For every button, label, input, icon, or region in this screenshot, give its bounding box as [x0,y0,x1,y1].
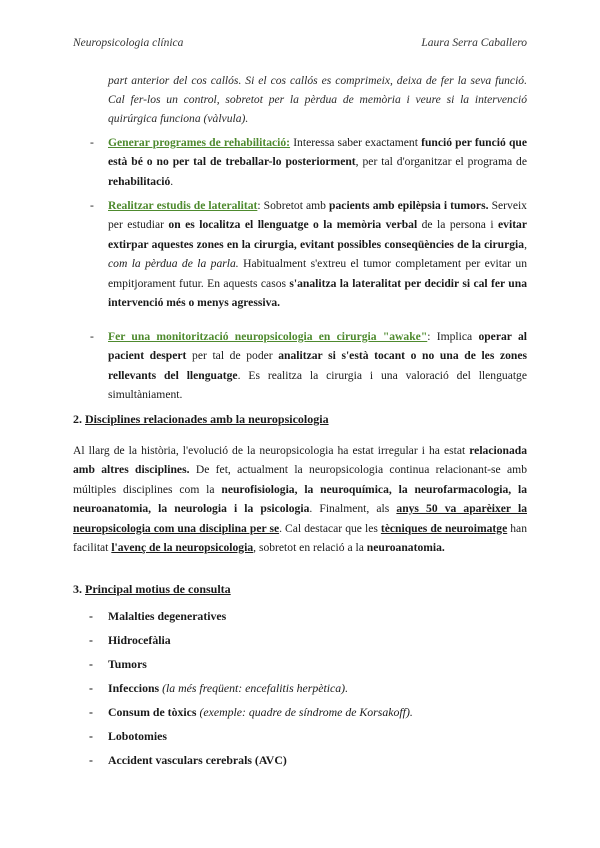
list-item [89,681,349,696]
bullet-dash: - [90,136,94,149]
text-run: tècniques de neuroimatge [380,521,508,535]
list-dash: - [89,657,93,671]
list-label: Consum de tòxics [108,705,197,719]
text-run: Realitzar estudis de lateralitat [108,199,258,212]
text-run: analitzar si s'està tocant o no una de les zones rellevants del llenguatge [108,349,528,382]
text-run: Interessa saber exactament [290,136,422,149]
list-label: Hidrocefàlia [108,633,171,647]
text-run: : Implica [427,330,479,343]
list-dash: - [89,753,93,767]
section-3-heading [73,582,231,597]
text-run: funció per funció que està bé o no per tal de treballar-lo posteriorment [108,136,527,169]
text-run: per tal de poder [186,349,279,363]
section-2-heading [73,412,329,427]
list-item [89,633,171,648]
text-run: , [524,237,527,251]
list-item [89,609,227,624]
text-run: de la persona i [417,218,499,232]
text-run: Serveix per estudiar [108,199,527,232]
text-run: : Sobretot amb [257,199,330,212]
text-run: Fer una monitorització neuropsicologia en cirurgia "awake" [108,330,428,343]
list-item [89,705,413,720]
text-run: operar al pacient despert [108,330,527,363]
list-label: Malalties degeneratives [108,609,227,623]
section-2-paragraph [73,441,527,557]
bullet-text [108,136,527,188]
text-run: anys 50 va aparèixer la neuropsicologia com una disciplina per se [73,502,527,535]
bullet-text [108,330,527,401]
text-run: relacionada amb altres disciplines. [73,444,527,477]
bullet-awake-surgery [90,327,528,405]
list-dash: - [89,633,93,647]
bullet-dash: - [90,199,94,212]
text-run: De fet, actualment la neuropsicologia continua relacionant-se amb múltiples disciplines com la [73,463,527,496]
bullet-text [108,199,527,309]
bullet-rehabilitation [90,133,527,191]
text-run: . Es realitza la cirurgia i una valoració del llenguatge simultàniament. [108,368,528,402]
text-run: . [170,174,174,188]
list-label: Tumors [108,657,147,671]
section-title: Principal motius de consulta [85,582,231,596]
text-run: com la pèrdua de la parla. [108,257,239,271]
list-dash: - [89,681,93,695]
section-number: 2. [73,412,82,426]
text-run: , per tal d'organitzar el programa de [355,155,527,169]
text-run: l'avenç de la neuropsicologia [111,541,254,555]
text-run: Generar programes de rehabilitació: [108,136,291,149]
list-item [89,657,147,672]
list-dash: - [89,705,93,719]
text-run: . Cal destacar que les [279,521,381,535]
list-dash: - [89,609,93,623]
section-title: Disciplines relacionades amb la neuropsicologia [85,412,329,426]
text-run: rehabilitació [108,174,171,188]
bullet-laterality [90,196,527,312]
header-author: Laura Serra Caballero [421,37,527,49]
text-run: evitar extirpar aquestes zones en la cirurgia, evitant possibles conseqüències de la cirurgia [108,218,527,251]
text-run: s'analitza la lateralitat per decidir si cal fer una intervenció més o menys agressiva. [108,276,527,310]
list-note: (exemple: quadre de síndrome de Korsakoff). [199,705,413,719]
text-run: neurofisiologia, la neuroquímica, la neurofarmacologia, la neuroanatomia, la neurologia i la psicologia [73,482,527,516]
continued-paragraph: part anterior del cos callós. Si el cos callós es comprimeix, deixa de fer la seva funció. Cal fer-los un control, sobretot per la pèrdua de memòria i veure si la intervenció quirúrgica funciona (vàlvula). [108,74,527,126]
list-dash: - [89,729,93,743]
text-run: Habitualment s'extreu el tumor completament per evitar un empitjorament futur. En aquests casos [108,257,527,290]
bullet-dash: - [90,330,94,343]
text-run: . Finalment, als [309,502,397,516]
list-label: Infeccions [108,681,160,695]
header-course-title: Neuropsicologia clínica [73,37,184,49]
list-item [89,753,287,768]
section-number: 3. [73,582,82,596]
list-note: (la més freqüent: encefalitis herpètica). [162,681,349,695]
text-run: on es localitza el llenguatge o la memòria verbal [168,218,418,232]
text-run: han facilitat [73,521,527,555]
list-item [89,729,167,744]
text-run: pacients amb epilèpsia i tumors. [329,199,489,212]
text-run: , sobretot en relació a la [253,541,367,555]
list-label: Accident vasculars cerebrals (AVC) [108,753,287,767]
text-run: Al llarg de la història, l'evolució de la neuropsicologia ha estat irregular i ha estat [73,444,470,457]
text-run: neuroanatomia. [366,541,445,555]
list-label: Lobotomies [108,729,167,743]
